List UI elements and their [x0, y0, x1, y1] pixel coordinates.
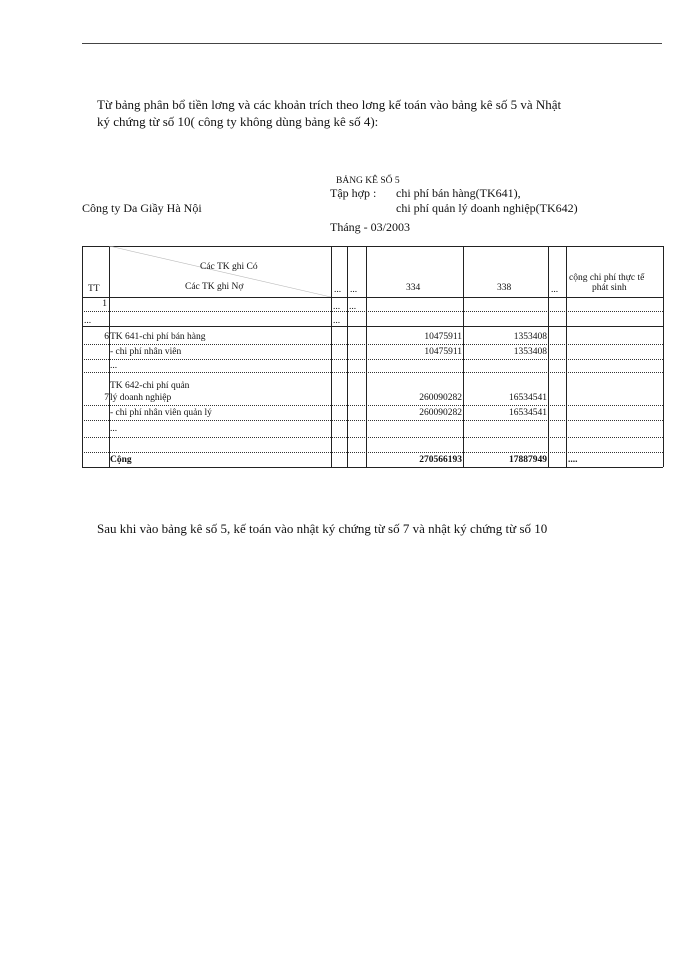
- intro-line-1: Từ bảng phân bổ tiền lơng và các khoản trích theo lơng kế toán vào bảng kê số 5 và Nhật: [97, 97, 562, 112]
- col-dots-1: ...: [334, 285, 342, 295]
- total-dots: ....: [568, 455, 578, 465]
- tk642-staff-name: - chi phí nhân viên quản lý: [110, 408, 212, 418]
- tk641-more: ...: [110, 361, 118, 371]
- col-tt: TT: [88, 284, 100, 294]
- row1-dots-b: ...: [349, 302, 357, 312]
- row2-tt: ...: [84, 316, 92, 326]
- collect-line-1: chi phí bán hàng(TK641),: [396, 186, 521, 200]
- tk642-tt: 7: [104, 393, 109, 403]
- collect-line-2: chi phí quản lý doanh nghiệp(TK642): [396, 201, 578, 215]
- col-total-line-1: cộng chi phí thực tế: [569, 273, 645, 283]
- intro-line-2: ký chứng từ số 10( công ty không dùng bảng kê số 4):: [97, 114, 379, 129]
- tk642-staff-338: 16534541: [509, 408, 547, 418]
- collect-label: Tập hợp :: [330, 186, 377, 200]
- total-label: Cộng: [110, 455, 132, 465]
- sheet-title: BẢNG KÊ SỐ 5: [336, 176, 400, 186]
- total-338: 17887949: [509, 455, 547, 465]
- tk642-staff-334: 260090282: [419, 408, 462, 418]
- tk641-staff-334: 10475911: [424, 347, 462, 357]
- col-338: 338: [497, 283, 512, 293]
- tk641-tt: 6: [104, 332, 109, 342]
- company-name: Công ty Da Giầy Hà Nội: [82, 201, 202, 215]
- row1-dots-a: ...: [333, 302, 341, 312]
- col-total-line-2: phát sinh: [592, 283, 627, 293]
- top-rule: [82, 43, 662, 44]
- row2-dots: ...: [333, 316, 341, 326]
- col-dots-2: ...: [350, 285, 358, 295]
- outro-text: Sau khi vào bảng kê số 5, kế toán vào nhật ký chứng từ số 7 và nhật ký chứng từ số 10: [97, 521, 548, 536]
- col-dots-3: ...: [551, 285, 559, 295]
- tk642-name-line-1: TK 642-chi phí quản: [110, 381, 190, 391]
- tk642-334: 260090282: [419, 393, 462, 403]
- tk641-name: TK 641-chi phí bán hàng: [110, 332, 206, 342]
- tk642-name-line-2: lý doanh nghiệp: [110, 393, 172, 403]
- tk641-338: 1353408: [513, 332, 547, 342]
- tk641-334: 10475911: [424, 332, 462, 342]
- tk641-staff-name: - chi phí nhân viên: [110, 347, 182, 357]
- col-debit-label: Các TK ghi Nợ: [185, 282, 244, 292]
- col-334: 334: [406, 283, 421, 293]
- tk641-staff-338: 1353408: [513, 347, 547, 357]
- total-334: 270566193: [419, 455, 462, 465]
- tk642-more: ...: [110, 424, 118, 434]
- row1-tt: 1: [102, 299, 107, 309]
- col-credit-label: Các TK ghi Có: [200, 262, 258, 272]
- tk642-338: 16534541: [509, 393, 547, 403]
- report-month: Tháng - 03/2003: [330, 220, 410, 234]
